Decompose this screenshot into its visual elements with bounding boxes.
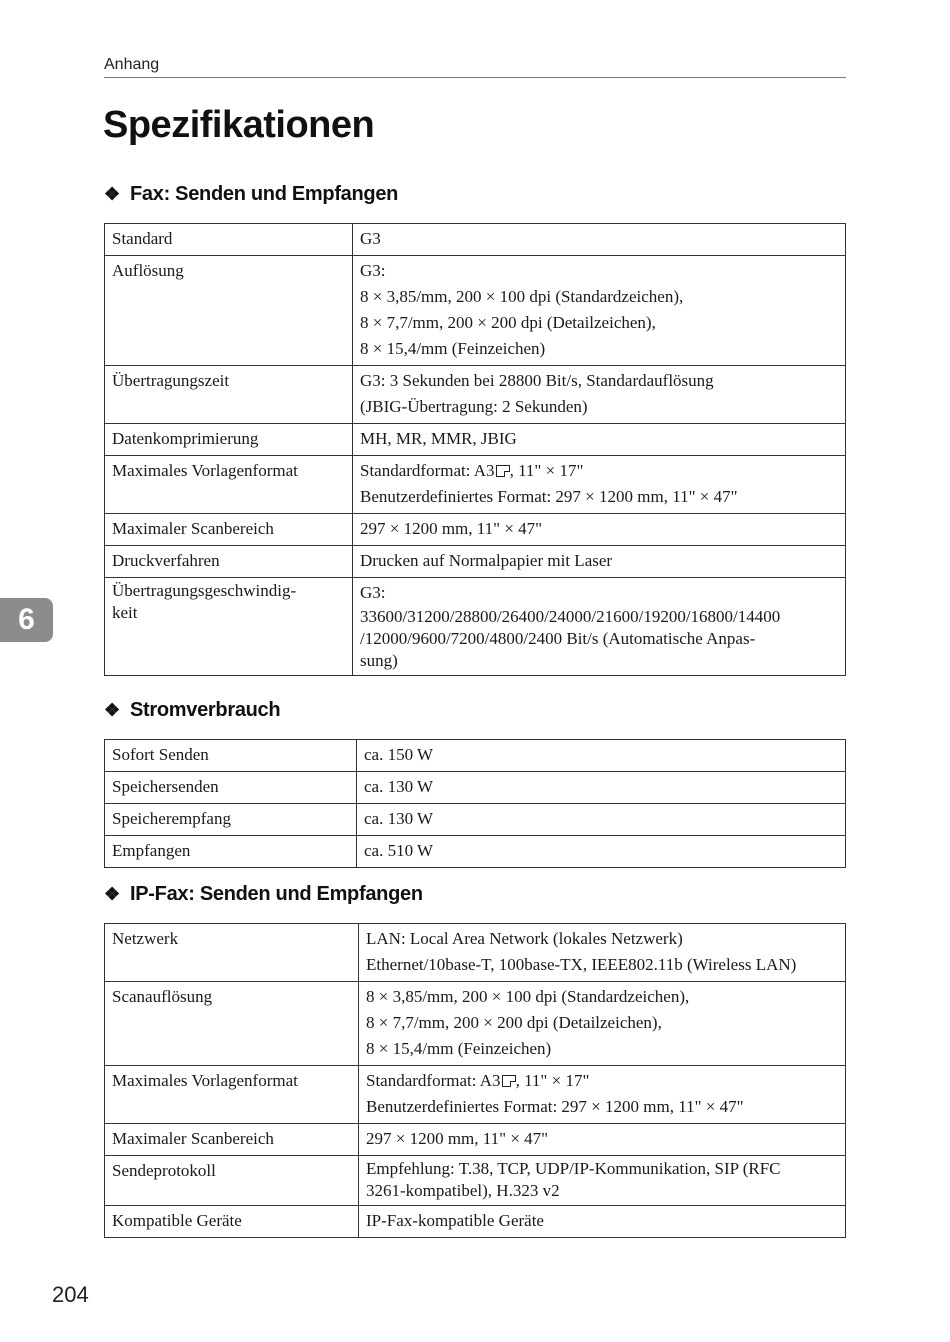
row-label: Übertragungsgeschwindig- keit <box>105 578 353 676</box>
section-heading-power <box>104 699 280 722</box>
table-row <box>105 224 846 256</box>
row-value: Empfehlung: T.38, TCP, UDP/IP-Kommunikation, SIP (RFC 3261-kompatibel), H.323 v2 <box>359 1156 846 1206</box>
row-value: ca. 130 W <box>357 804 846 836</box>
table-row <box>105 804 846 836</box>
row-value: Standardformat: A3 , 11" × 17" Benutzerdefiniertes Format: 297 × 1200 mm, 11" × 47" <box>359 1066 846 1124</box>
table-row <box>105 578 846 676</box>
row-value: IP-Fax-kompatible Geräte <box>359 1206 846 1238</box>
paper-orientation-icon <box>502 1075 516 1087</box>
row-label: Maximales Vorlagenformat <box>105 456 353 514</box>
power-spec-table <box>104 739 846 868</box>
diamond-bullet-icon: ❖ <box>104 184 120 204</box>
table-row <box>105 772 846 804</box>
table-row <box>105 1066 846 1124</box>
section-heading-text: Stromverbrauch <box>130 699 281 721</box>
table-row <box>105 924 846 982</box>
chapter-tab: 6 <box>0 598 53 642</box>
diamond-bullet-icon: ❖ <box>104 884 120 904</box>
row-value: G3 <box>353 224 846 256</box>
table-row <box>105 1206 846 1238</box>
row-label: Empfangen <box>105 836 357 868</box>
row-label: Druckverfahren <box>105 546 353 578</box>
table-row <box>105 1156 846 1206</box>
row-label: Speicherempfang <box>105 804 357 836</box>
row-value: G3: 33600/31200/28800/26400/24000/21600/19200/16800/14400 /12000/9600/7200/4800/2400 Bit/s (Automatische Anpas- sung) <box>353 578 846 676</box>
row-value: LAN: Local Area Network (lokales Netzwerk) Ethernet/10base-T, 100base-TX, IEEE802.11b (Wireless LAN) <box>359 924 846 982</box>
table-row <box>105 1124 846 1156</box>
row-label: Maximaler Scanbereich <box>105 1124 359 1156</box>
row-value: Drucken auf Normalpapier mit Laser <box>353 546 846 578</box>
row-label: Standard <box>105 224 353 256</box>
page-number: 204 <box>52 1282 89 1307</box>
table-row <box>105 982 846 1066</box>
page-title: Spezifikationen <box>103 104 375 146</box>
section-heading-ipfax <box>104 883 423 906</box>
row-label: Speichersenden <box>105 772 357 804</box>
table-row <box>105 424 846 456</box>
row-label: Sofort Senden <box>105 740 357 772</box>
section-heading-text: Fax: Senden und Empfangen <box>130 183 399 205</box>
row-label: Kompatible Geräte <box>105 1206 359 1238</box>
row-label: Datenkomprimierung <box>105 424 353 456</box>
section-heading-text: IP-Fax: Senden und Empfangen <box>130 883 423 905</box>
row-label: Scanauflösung <box>105 982 359 1066</box>
row-value: G3: 3 Sekunden bei 28800 Bit/s, Standardauflösung (JBIG-Übertragung: 2 Sekunden) <box>353 366 846 424</box>
row-value: 297 × 1200 mm, 11" × 47" <box>359 1124 846 1156</box>
diamond-bullet-icon: ❖ <box>104 700 120 720</box>
table-row <box>105 740 846 772</box>
row-label: Übertragungszeit <box>105 366 353 424</box>
table-row <box>105 514 846 546</box>
table-row <box>105 836 846 868</box>
row-label: Auflösung <box>105 256 353 366</box>
row-label: Maximales Vorlagenformat <box>105 1066 359 1124</box>
row-value: Standardformat: A3 , 11" × 17" Benutzerdefiniertes Format: 297 × 1200 mm, 11" × 47" <box>353 456 846 514</box>
table-row <box>105 456 846 514</box>
row-value: 8 × 3,85/mm, 200 × 100 dpi (Standardzeichen), 8 × 7,7/mm, 200 × 200 dpi (Detailzeichen), 8 × 15,4/mm (Feinzeichen) <box>359 982 846 1066</box>
row-value: MH, MR, MMR, JBIG <box>353 424 846 456</box>
table-row <box>105 256 846 366</box>
ipfax-spec-table <box>104 923 846 1238</box>
row-value: G3: 8 × 3,85/mm, 200 × 100 dpi (Standardzeichen), 8 × 7,7/mm, 200 × 200 dpi (Detailzeichen), 8 × 15,4/mm (Feinzeichen) <box>353 256 846 366</box>
row-value: ca. 130 W <box>357 772 846 804</box>
section-heading-fax <box>104 183 398 206</box>
row-label: Maximaler Scanbereich <box>105 514 353 546</box>
table-row <box>105 366 846 424</box>
paper-orientation-icon <box>496 465 510 477</box>
row-value: ca. 510 W <box>357 836 846 868</box>
row-value: 297 × 1200 mm, 11" × 47" <box>353 514 846 546</box>
row-label: Sendeprotokoll <box>105 1156 359 1206</box>
running-header: Anhang <box>104 56 846 78</box>
row-value: ca. 150 W <box>357 740 846 772</box>
fax-spec-table <box>104 223 846 676</box>
table-row <box>105 546 846 578</box>
row-label: Netzwerk <box>105 924 359 982</box>
